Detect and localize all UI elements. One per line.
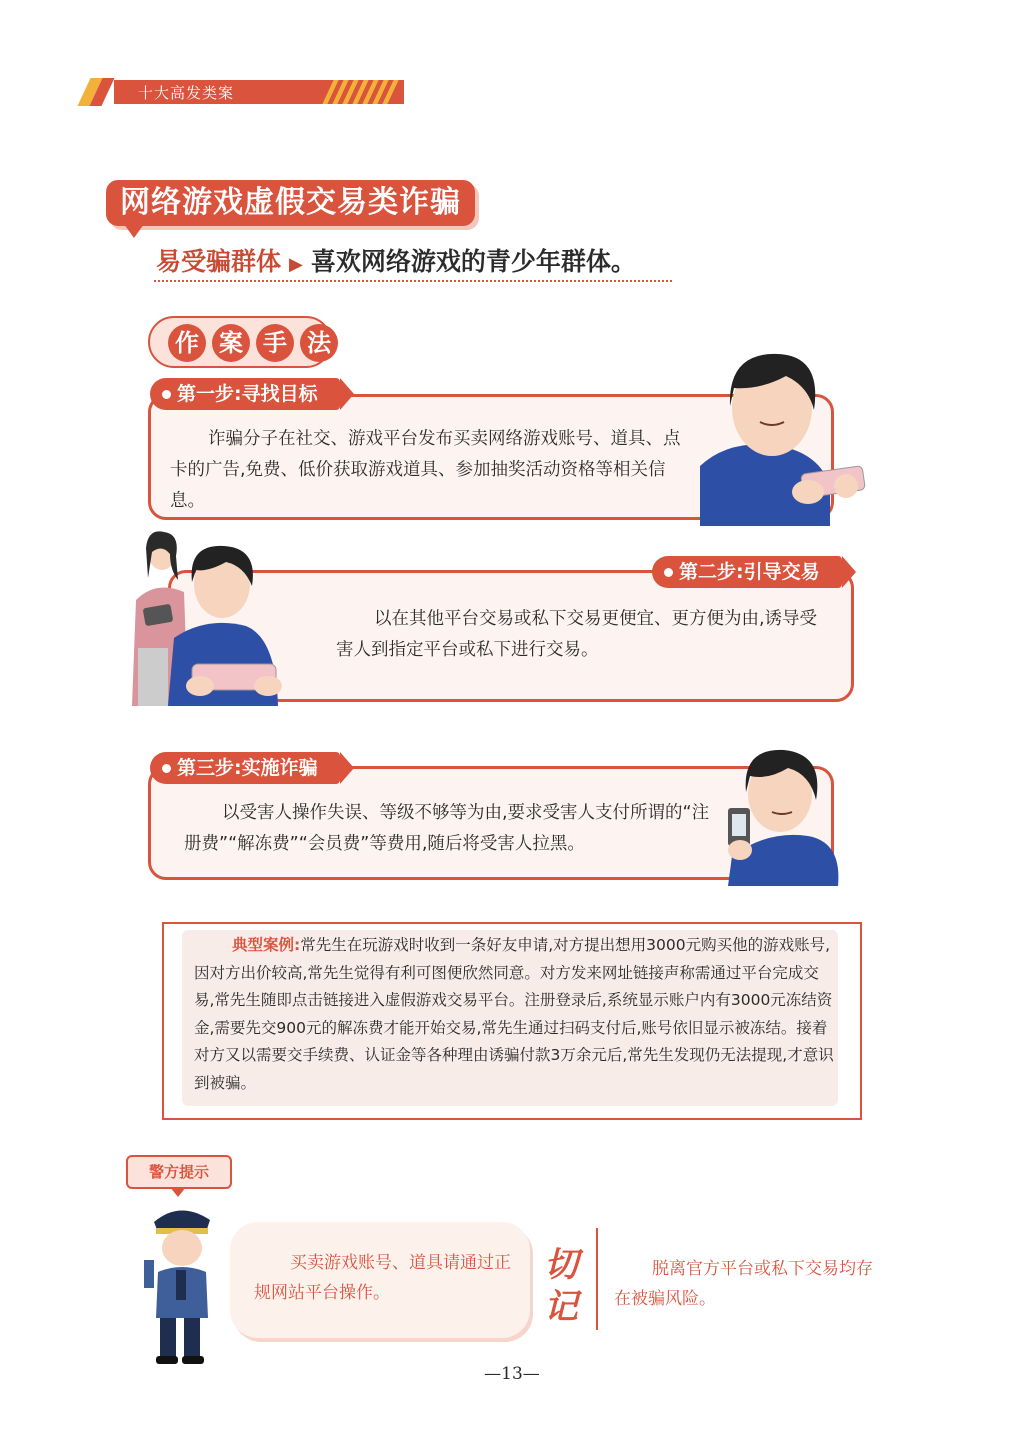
vulnerable-group-label: 易受骗群体 [156,247,282,276]
step-1-tag: 第一步:寻找目标 [150,378,340,410]
tip-bubble-text: 买卖游戏账号、道具请通过正规网站平台操作。 [254,1253,511,1303]
qieji-calligraphy: 切记 [544,1245,578,1327]
page-number: —13— [484,1364,540,1384]
method-char: 案 [212,324,250,362]
method-char: 法 [300,324,338,362]
case-keyword: 典型案例: [232,936,301,954]
dot-icon [162,764,171,773]
method-heading [148,316,332,368]
step-2-text: 以在其他平台交易或私下交易更便宜、更方便为由,诱导受害人到指定平台或私下进行交易。 [336,609,818,660]
step-2-tag: 第二步:引导交易 [652,556,842,588]
vertical-divider [596,1228,598,1330]
qieji-text: 脱离官方平台或私下交易均存在被骗风险。 [614,1259,873,1309]
step-1-text: 诈骗分子在社交、游戏平台发布买卖网络游戏账号、道具、点卡的广告,免费、低价获取游戏道具、参加抽奖活动资格等相关信息。 [170,429,681,511]
section-title: 十大高发类案 [138,84,235,102]
step-3-text: 以受害人操作失误、等级不够等为由,要求受害人支付所谓的“注册费”“解冻费”“会员费”等费用,随后将受害人拉黑。 [184,803,710,854]
vulnerable-group-text: 喜欢网络游戏的青少年群体。 [310,247,636,276]
dot-icon [162,390,171,399]
boy-with-qr-phone-illustration [718,746,866,886]
police-tip-badge: 警方提示 [126,1155,232,1189]
dot-icon [664,568,673,577]
page-title: 网络游戏虚假交易类诈骗 [106,180,475,226]
dotted-divider [154,280,672,282]
woman-and-boy-illustration [126,530,286,706]
method-char: 作 [168,324,206,362]
step-3-tag: 第三步:实施诈骗 [150,752,340,784]
triangle-arrow-icon: ▶ [289,254,303,275]
section-header [80,78,410,108]
boy-playing-phone-illustration [690,346,870,526]
method-char: 手 [256,324,294,362]
police-officer-illustration [140,1200,220,1366]
vulnerable-group [156,242,636,278]
case-body: 常先生在玩游戏时收到一条好友申请,对方提出想用3000元购买他的游戏账号,因对方出价较高,常先生觉得有利可图便欣然同意。对方发来网址链接声称需通过平台完成交易,常先生随即点击链接进入虚假游戏交易平台。注册登录后,系统显示账户内有3000元冻结资金,需要先交900元的解冻费才能开始交易,常先生通过扫码支付后,账号依旧显示被冻结。接着对方又以需要交手续费、认证金等各种理由诱骗付款3万余元后,常先生发现仍无法提现,才意识到被骗。 [194,936,834,1092]
case-text [194,932,834,1097]
